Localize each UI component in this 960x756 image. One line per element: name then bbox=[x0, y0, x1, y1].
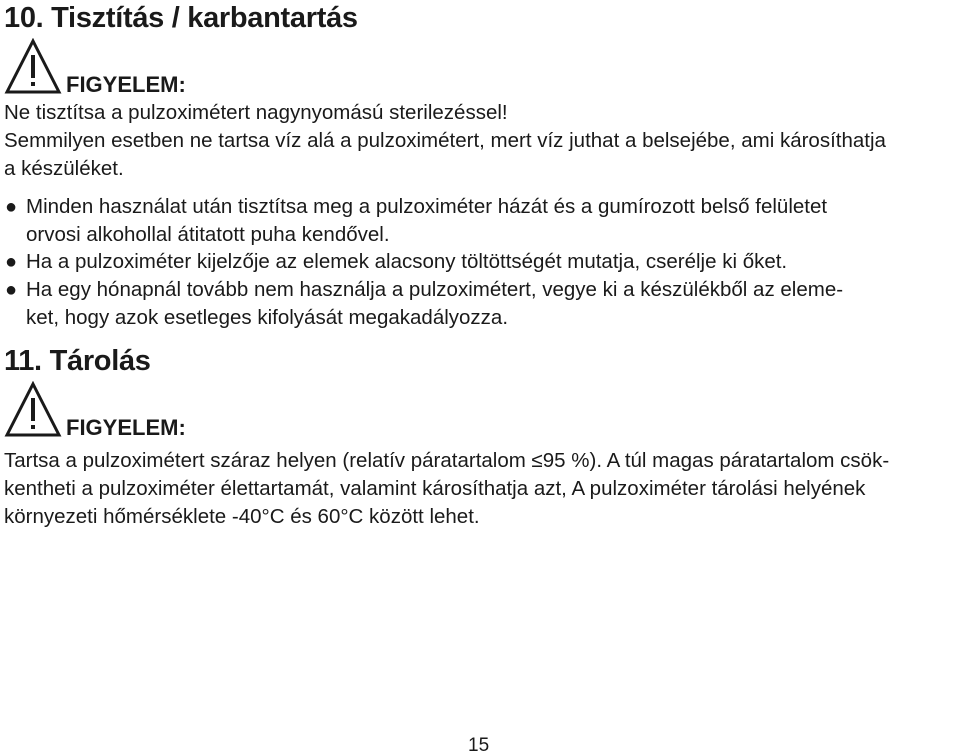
bullet-text-line: Ha a pulzoximéter kijelzője az elemek alacsony töltöttségét mutatja, cserélje ki őket. bbox=[26, 250, 788, 273]
bullet-text-line: Minden használat után tisztítsa meg a pulzoximéter házát és a gumírozott belső felületet bbox=[26, 195, 828, 218]
paragraph-line: Tartsa a pulzoximétert száraz helyen (relatív páratartalom ≤95 %). A túl magas páratartalom csök- bbox=[4, 449, 890, 472]
bullet-text-line: Ha egy hónapnál tovább nem használja a pulzoximétert, vegye ki a készülékből az eleme- bbox=[26, 278, 844, 301]
bullet-icon: ● bbox=[5, 196, 18, 218]
warning-triangle-icon bbox=[4, 381, 62, 439]
bullet-text-line: ket, hogy azok esetleges kifolyását megakadályozza. bbox=[26, 306, 509, 329]
section-11-warning bbox=[4, 381, 404, 439]
bullet-icon: ● bbox=[5, 279, 18, 301]
section-10-warning bbox=[4, 38, 404, 96]
paragraph-line: környezeti hőmérséklete -40°C és 60°C között lehet. bbox=[4, 505, 480, 528]
bullet-text-line: orvosi alkohollal átitatott puha kendővel. bbox=[26, 223, 390, 246]
warning-label: FIGYELEM: bbox=[66, 72, 186, 97]
section-11-heading: 11. Tárolás bbox=[4, 345, 151, 377]
bullet-icon: ● bbox=[5, 251, 18, 273]
paragraph-line: a készüléket. bbox=[4, 157, 124, 180]
section-10-paragraph bbox=[4, 99, 886, 183]
paragraph-line: kentheti a pulzoximéter élettartamát, valamint károsíthatja azt, A pulzoximéter tárolási helyének bbox=[4, 477, 866, 500]
section-11-paragraph bbox=[4, 447, 889, 531]
paragraph-line: Ne tisztítsa a pulzoximétert nagynyomású sterilezéssel! bbox=[4, 101, 508, 124]
page-number: 15 bbox=[468, 735, 490, 756]
paragraph-line: Semmilyen esetben ne tartsa víz alá a pulzoximétert, mert víz juthat a belsejébe, ami károsíthatja bbox=[4, 129, 886, 152]
warning-label: FIGYELEM: bbox=[66, 415, 186, 440]
section-10-heading: 10. Tisztítás / karbantartás bbox=[4, 2, 358, 34]
warning-triangle-icon bbox=[4, 38, 62, 96]
